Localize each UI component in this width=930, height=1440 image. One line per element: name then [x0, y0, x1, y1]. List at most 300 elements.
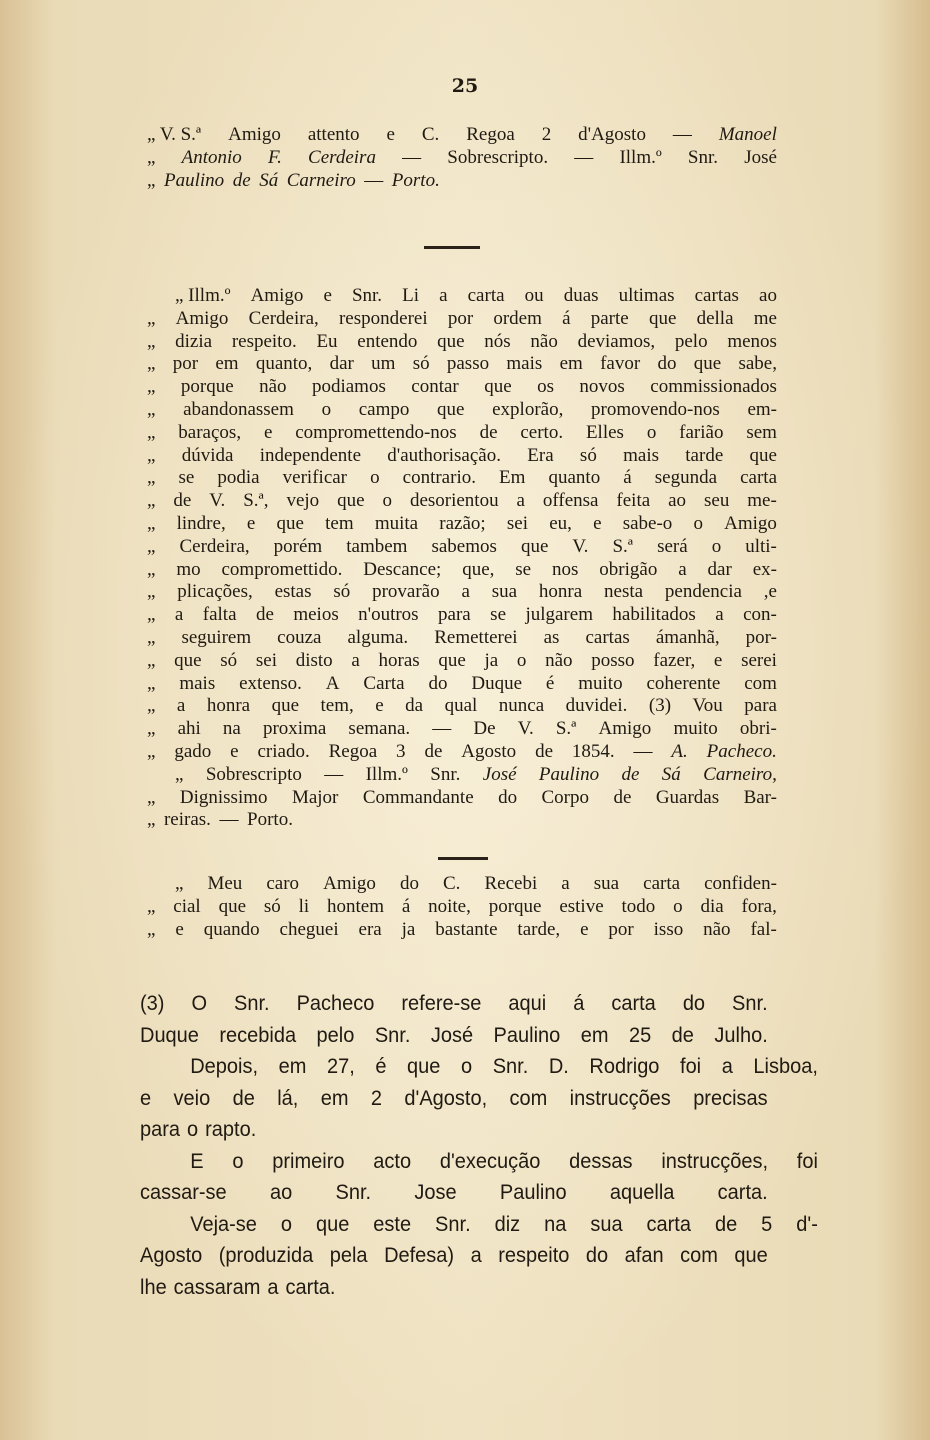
word: alguma. [347, 626, 409, 648]
word: „ [147, 512, 156, 534]
word: noite, [428, 895, 471, 917]
text-line [147, 650, 777, 673]
word: O [191, 991, 208, 1015]
word: instrucções [569, 1085, 671, 1110]
word: que [734, 1243, 768, 1267]
word: „ [147, 535, 156, 557]
word: Veja-se [190, 1211, 257, 1236]
word: horas [378, 649, 420, 671]
word: e [323, 285, 332, 306]
word: Porto. [391, 169, 440, 191]
word: caro [266, 873, 300, 894]
word: na [544, 1211, 567, 1236]
word: ou [524, 285, 544, 306]
word: que [315, 1211, 350, 1236]
word: não [703, 918, 731, 940]
word: Vou [692, 695, 723, 717]
word: o [382, 490, 392, 512]
word: E [190, 1148, 204, 1173]
section-divider [438, 857, 488, 860]
word: a [715, 604, 724, 626]
word: Depois, [190, 1054, 259, 1078]
word: Pacheco. [706, 740, 777, 762]
word: eu, [549, 512, 572, 534]
text-line [147, 627, 777, 650]
word: razão; [439, 512, 486, 534]
word: de [613, 786, 632, 808]
word: com [680, 1243, 718, 1267]
word: em [320, 1085, 349, 1110]
text-line [147, 581, 777, 604]
word: respeito. [231, 330, 297, 352]
word: foi [796, 1148, 818, 1173]
word: é [375, 1054, 387, 1078]
word: honra [538, 581, 583, 603]
word: e [580, 918, 589, 940]
word: que [337, 490, 365, 512]
word: que [648, 307, 677, 329]
word: ,e [763, 581, 777, 603]
word: de [232, 169, 251, 191]
word: e [375, 695, 384, 717]
text-line [147, 718, 777, 741]
word: d'execução [439, 1148, 541, 1173]
word: lhe [140, 1274, 167, 1299]
word: „ [147, 146, 156, 168]
word: sabe, [738, 353, 777, 375]
word: ámanhã, [655, 626, 720, 648]
word: carta [646, 1211, 691, 1236]
word: della [696, 307, 734, 329]
word: foi [680, 1054, 702, 1078]
word: a [461, 581, 470, 603]
word: Cerdeira, [179, 535, 250, 557]
word: porque [180, 376, 234, 398]
word: coherente [646, 672, 721, 694]
word: ao [668, 490, 687, 512]
word: d'- [796, 1211, 818, 1236]
word: Snr. [351, 285, 383, 306]
word: instrucções, [661, 1148, 769, 1173]
word: Cerdeira [308, 146, 376, 168]
word: mais [623, 444, 659, 466]
word: que [438, 649, 466, 671]
word: Era [527, 444, 554, 466]
word: „ [147, 490, 156, 512]
text-line [147, 896, 777, 919]
word: Illm.º [619, 146, 662, 168]
word: Regoa [328, 740, 378, 762]
word: a [176, 695, 186, 717]
word: Porto. [247, 809, 293, 831]
word: Snr. [234, 991, 270, 1015]
word: obri- [739, 718, 777, 740]
word: para [140, 1117, 181, 1141]
word: compromettido. [221, 558, 343, 580]
word: carta. [285, 1274, 336, 1299]
word: e [140, 1085, 152, 1110]
word: os [537, 376, 554, 398]
word: Guardas [655, 786, 720, 808]
word: ahi [177, 718, 201, 740]
word: muito [578, 672, 623, 694]
word: Manoel [718, 124, 777, 145]
word: para [438, 604, 471, 626]
word: tambem [346, 535, 408, 557]
word: que [276, 512, 304, 534]
word: Remetterei [434, 626, 518, 648]
word: a [267, 1274, 279, 1299]
word: contar [411, 376, 459, 398]
word: da [405, 695, 424, 717]
text-line [147, 285, 777, 308]
word: me [753, 307, 777, 329]
word: S.ª [612, 535, 634, 557]
word: novos [579, 376, 625, 398]
word: serei [741, 649, 777, 671]
word: o [370, 467, 380, 489]
word: seguirem [181, 626, 252, 648]
word: commissionados [650, 376, 777, 398]
word: ja [484, 649, 499, 671]
word: „ [147, 467, 156, 489]
word: „ [147, 626, 156, 648]
word: qual [444, 695, 478, 717]
text-line [147, 445, 777, 468]
letter-meu-caro-amigo-block [147, 873, 777, 941]
text-line [147, 490, 777, 513]
word: 5 [761, 1211, 773, 1236]
text-line [147, 331, 777, 354]
letter-pacheco-block [147, 285, 777, 832]
word: o [693, 512, 703, 534]
text-line [140, 1114, 768, 1146]
word: (3) [648, 695, 672, 717]
word: „ V. S.ª [147, 124, 202, 145]
word: Commandante [362, 786, 474, 808]
word: acto [373, 1148, 412, 1173]
word: proxima [262, 718, 327, 740]
word: (3) [140, 991, 165, 1015]
word: por [447, 307, 474, 329]
word: offensa [542, 490, 599, 512]
word: desorientou [409, 490, 499, 512]
word: d'Agosto [578, 124, 646, 145]
word: de [232, 1085, 255, 1110]
text-line [147, 559, 777, 582]
word: „ [175, 873, 184, 894]
word: dessas [569, 1148, 633, 1173]
word: Pacheco [296, 991, 375, 1015]
word: „ Illm.º [175, 285, 231, 306]
word: (produzida [218, 1243, 314, 1267]
word: por- [745, 626, 777, 648]
word: hontem [327, 895, 384, 917]
word: muito [673, 718, 718, 740]
word: „ [147, 695, 156, 717]
word: que [218, 895, 246, 917]
word: semana. [348, 718, 411, 740]
word: provarão [372, 581, 440, 603]
word: Defesa) [384, 1243, 455, 1267]
word: e [593, 512, 602, 534]
word: me- [747, 490, 777, 512]
word: „ [175, 763, 184, 785]
word: Julho. [714, 1022, 768, 1047]
word: a [174, 604, 184, 626]
word: do [498, 786, 518, 808]
word: Snr. [732, 991, 768, 1015]
word: quanto, [255, 353, 313, 375]
word: do [657, 353, 677, 375]
word: carta [740, 467, 777, 489]
text-line [147, 873, 777, 896]
text-line [140, 1177, 768, 1209]
word: „ [147, 895, 156, 917]
text-line [147, 787, 777, 810]
word: meios [293, 604, 339, 626]
word: cassar-se [140, 1180, 227, 1204]
word: as [543, 626, 560, 648]
word: só [412, 353, 430, 375]
word: sua [590, 1211, 623, 1236]
word: sem [746, 421, 777, 443]
word: V. [517, 718, 534, 740]
word: 3 [396, 740, 406, 762]
word: feita [616, 490, 651, 512]
word: S.ª, [243, 490, 269, 512]
word: que, [462, 558, 495, 580]
word: rapto. [205, 1117, 257, 1141]
word: podia [217, 467, 260, 489]
word: V. [572, 535, 589, 557]
text-line [147, 741, 777, 764]
word: dizia [175, 330, 213, 352]
word: 25 [628, 1022, 652, 1047]
word: dar [329, 353, 354, 375]
word: baraços, [178, 421, 242, 443]
text-line [147, 809, 777, 832]
word: menos [727, 330, 777, 352]
word: de [255, 604, 274, 626]
word: Carneiro, [703, 763, 777, 785]
word: cartas [585, 626, 630, 648]
word: parte [590, 307, 629, 329]
word: posso [591, 649, 635, 671]
word: mo [176, 558, 201, 580]
word: carta [643, 873, 681, 894]
word: extenso. [239, 672, 302, 694]
word: Carta [363, 672, 405, 694]
word: Cerdeira, [248, 307, 319, 329]
word: e [246, 512, 256, 534]
word: „ [147, 398, 156, 420]
word: Paulino [499, 1180, 567, 1204]
word: „ [147, 604, 156, 626]
word: só [579, 444, 597, 466]
word: explorão, [492, 398, 564, 420]
word: reiras. [163, 809, 211, 831]
word: promovendo-nos [591, 398, 720, 420]
word: que [437, 330, 465, 352]
word: sua [593, 873, 620, 894]
word: aquella [609, 1180, 675, 1204]
word: respeito [498, 1243, 570, 1267]
word: pelo [674, 330, 708, 352]
word: porque [488, 895, 542, 917]
word: pela [329, 1243, 368, 1267]
word: este [373, 1211, 412, 1236]
word: Snr. [374, 1022, 411, 1047]
word: o [711, 535, 722, 557]
word: e [713, 649, 723, 671]
word: Amigo [250, 285, 304, 306]
word: de [424, 740, 443, 762]
word: cassaram [173, 1274, 261, 1299]
word: cartas [694, 285, 739, 306]
word: S.ª [555, 718, 577, 740]
word: gado [174, 740, 212, 762]
word: certo. [520, 421, 564, 443]
word: Agosto [140, 1243, 203, 1267]
word: ex- [752, 558, 777, 580]
text-line [147, 467, 777, 490]
text-line [147, 673, 777, 696]
word: Amigo [228, 124, 281, 145]
word: fora, [741, 895, 777, 917]
word: se [178, 467, 195, 489]
word: campo [358, 398, 410, 420]
word: vejo [286, 490, 320, 512]
word: só [263, 895, 281, 917]
word: de [535, 740, 553, 762]
word: se [490, 604, 506, 626]
word: passo [446, 353, 490, 375]
word: por [172, 353, 199, 375]
word: o [321, 398, 332, 420]
word: em [580, 1022, 609, 1047]
word: Paulino [163, 169, 225, 191]
word: Carneiro [286, 169, 356, 191]
text-line [147, 376, 777, 399]
text-line [147, 764, 777, 787]
word: Paulino [538, 763, 600, 785]
text-line [147, 170, 777, 193]
word: Paulino [493, 1022, 561, 1047]
word: quando [203, 918, 260, 940]
word: todo [621, 895, 656, 917]
word: a [678, 558, 687, 580]
word: C. [442, 873, 461, 894]
word: a [516, 490, 525, 512]
word: sei [255, 649, 277, 671]
word: o [280, 1211, 293, 1236]
word: duvidei. [565, 695, 628, 717]
text-line [147, 124, 777, 147]
word: o [187, 1117, 199, 1141]
word: com [744, 672, 777, 694]
word: seu [704, 490, 730, 512]
word: muita [374, 512, 419, 534]
word: De [473, 718, 496, 740]
word: Sobrescripto. [447, 146, 549, 168]
text-line [140, 1209, 818, 1241]
word: para [744, 695, 777, 717]
word: veio [173, 1085, 211, 1110]
word: ao [269, 1180, 293, 1204]
word: ja [401, 918, 416, 940]
word: primeiro [272, 1148, 345, 1173]
word: dúvida [181, 444, 234, 466]
word: contrario. [402, 467, 476, 489]
word: Eu [316, 330, 338, 352]
word: „ [147, 169, 156, 191]
word: do [585, 1243, 609, 1267]
word: d'authorisação. [387, 444, 501, 466]
word: favor [600, 353, 641, 375]
word: Dignissimo [179, 786, 268, 808]
word: refere-se [401, 991, 482, 1015]
word: „ [147, 558, 156, 580]
text-line [147, 604, 777, 627]
word: de [714, 1211, 738, 1236]
word: segunda [654, 467, 718, 489]
word: li [298, 895, 310, 917]
word: á [573, 991, 585, 1015]
word: con- [743, 604, 777, 626]
word: compromettendo-nos [295, 421, 457, 443]
word: tem, [320, 695, 354, 717]
word: em- [747, 398, 777, 420]
word: 2 [370, 1085, 383, 1110]
word: D. [548, 1054, 569, 1078]
word: „ [147, 330, 156, 352]
word: aqui [508, 991, 547, 1015]
word: estive [559, 895, 604, 917]
text-line [140, 1083, 768, 1115]
word: isso [653, 918, 684, 940]
word: ao [759, 285, 777, 306]
word: Amigo [598, 718, 652, 740]
word: José [744, 146, 777, 168]
word: „ [147, 786, 156, 808]
word: em [278, 1054, 307, 1078]
word: honra [206, 695, 251, 717]
word: que [484, 376, 512, 398]
word: „ [147, 581, 156, 603]
word: do [428, 672, 448, 694]
word: sabemos [431, 535, 497, 557]
page-number: 25 [451, 75, 479, 97]
word: o [673, 895, 683, 917]
word: falta [202, 604, 237, 626]
word: n'outros [358, 604, 419, 626]
word: Li [402, 285, 420, 306]
word: o [646, 421, 657, 443]
word: recebida [219, 1022, 297, 1047]
word: em [215, 353, 239, 375]
word: confiden- [704, 873, 777, 894]
word: habilitados [612, 604, 696, 626]
word: nesta [604, 581, 644, 603]
word: attento [307, 124, 360, 145]
text-line [147, 399, 777, 422]
word: dia [700, 895, 724, 917]
word: o [460, 1054, 473, 1078]
word: Regoa [466, 124, 515, 145]
text-line [140, 1146, 818, 1178]
word: sei [506, 512, 528, 534]
